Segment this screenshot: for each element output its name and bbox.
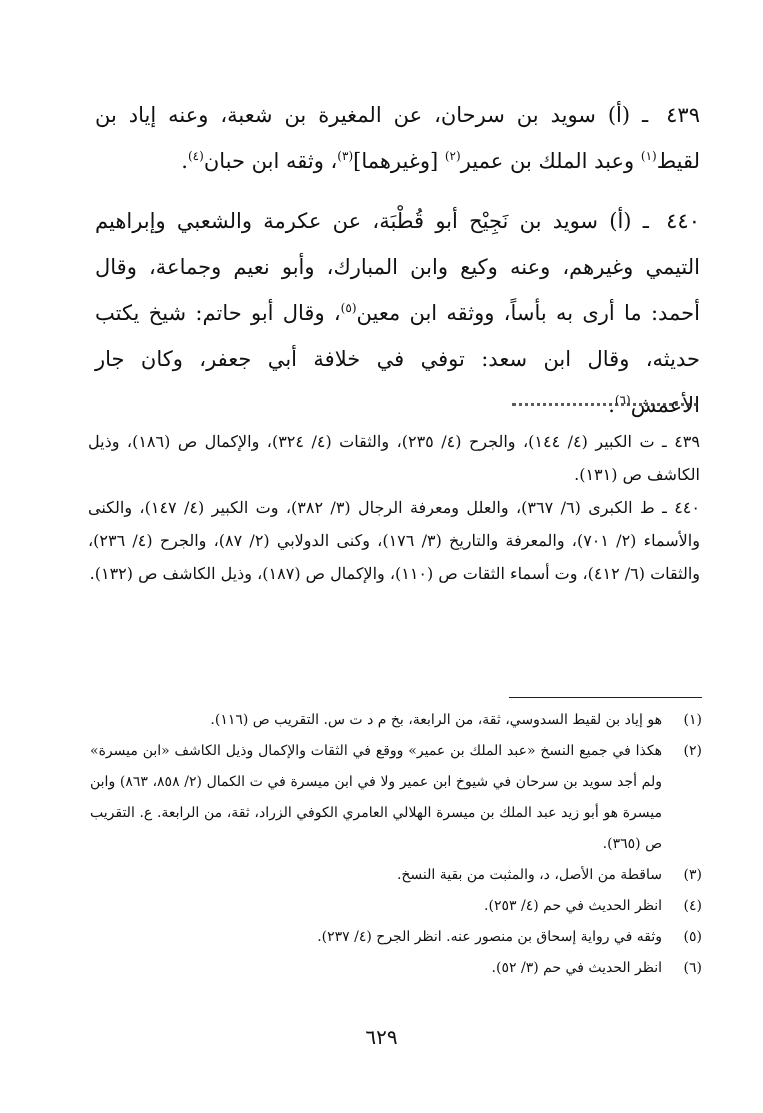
footnote-text: ساقطة من الأصل، د، والمثبت من بقية النسخ. [396, 867, 662, 883]
footnote-number: (٣) [683, 867, 702, 883]
dotted-separator [512, 403, 698, 410]
entry-text: وعبد الملك بن عمير [460, 149, 641, 173]
footnote-5 [90, 922, 702, 953]
footnote-number: (٢) [683, 743, 702, 759]
entry-number: ٤٤٠ [666, 209, 700, 233]
footnote-text: انظر الحديث في حم (٤/ ٢٥٣). [484, 898, 662, 914]
main-text [95, 92, 700, 442]
entry-text: [وغيرهما] [353, 149, 445, 173]
footnote-ref[interactable]: (٥) [340, 301, 357, 315]
footnote-rule [509, 697, 702, 698]
footnote-number: (١) [683, 712, 702, 728]
reference-number: ٤٣٩ [674, 432, 700, 451]
entry-439 [95, 92, 700, 184]
entry-440 [95, 198, 700, 428]
footnote-number: (٤) [683, 898, 702, 914]
footnote-6 [90, 953, 702, 984]
reference-text: ـ ت الكبير (٤/ ١٤٤)، والجرح (٤/ ٢٣٥)، والثقات (٤/ ٣٢٤)، والإكمال ص (١٨٦)، وذيل الكاشف ص (١٣١). [88, 432, 700, 484]
footnotes-section [90, 705, 702, 984]
footnote-4 [90, 891, 702, 922]
reference-440 [88, 491, 700, 590]
footnote-text: وثقه في رواية إسحاق بن منصور عنه. انظر الجرح (٤/ ٢٣٧). [317, 929, 662, 945]
reference-text: ـ ط الكبرى (٦/ ٣٦٧)، والعلل ومعرفة الرجال (٣/ ٣٨٢)، وت الكبير (٤/ ١٤٧)، والكنى والأسماء (٢/ ٧٠١)، والمعرفة والتاريخ (٣/ ١٧٦)، وكنى الدولابي (٢/ ٨٧)، والجرح (٤/ ٢٣٦)، والثقات (٦/ ٤١٢)، وت أسماء الثقات ص (١١٠)، والإكمال ص (١٨٧)، وذيل الكاشف ص (١٣٢). [88, 498, 700, 583]
footnote-text: هو إياد بن لقيط السدوسي، ثقة، من الرابعة، بخ م د ت س. التقريب ص (١١٦). [210, 712, 662, 728]
footnote-1 [90, 705, 702, 736]
entry-text: ـ (أ) سويد بن سرحان، عن المغيرة بن شعبة، وعنه إياد بن لقيط [95, 103, 700, 173]
footnote-ref[interactable]: (٣) [337, 149, 354, 163]
reference-number: ٤٤٠ [674, 498, 700, 517]
footnote-text: هكذا في جميع النسخ «عبد الملك بن عمير» ووقع في الثقات والإكمال وذيل الكاشف «ابن ميسرة» ولم أجد سويد بن سرحان في شيوخ ابن عمير ولا في ابن ميسرة في ت الكمال (٢/ ٨٥٨، ٨٦٣) وابن ميسرة هو أبو زيد عبد الملك بن ميسرة الهلالي العامري الكوفي الزراد، ثقة، من الرابعة. ع. التقريب ص (٣٦٥). [90, 743, 662, 852]
footnote-2 [90, 736, 702, 860]
entry-text: ، وقال أبو حاتم: شيخ يكتب حديثه، وقال ابن سعد: توفي في خلافة أبي جعفر، وكان جار الأعمش [95, 301, 700, 417]
footnote-ref[interactable]: (٤) [187, 149, 204, 163]
entry-text: . [608, 393, 615, 417]
entry-number: ٤٣٩ [666, 103, 700, 127]
page-number: ٦٢٩ [365, 1025, 398, 1049]
references-section [88, 425, 700, 590]
entry-text: ـ (أ) سويد بن نَجِيْح أبو قُطْبَة، عن عكرمة والشعبي وإبراهيم التيمي وغيرهم، وعنه وكيع وابن المبارك، وأبو نعيم وجماعة، وقال أحمد: ما أرى به بأساً، ووثقه ابن معين [95, 209, 701, 325]
footnote-ref[interactable]: (١) [640, 149, 657, 163]
reference-439 [88, 425, 700, 491]
footnote-text: انظر الحديث في حم (٣/ ٥٢). [491, 960, 662, 976]
footnote-ref[interactable]: (٢) [444, 149, 461, 163]
entry-text: ، وثقه ابن حبان [203, 149, 338, 173]
footnote-number: (٦) [683, 960, 702, 976]
footnote-ref[interactable]: (٦) [614, 393, 631, 407]
footnote-number: (٥) [683, 929, 702, 945]
footnote-3 [90, 860, 702, 891]
entry-text: . [181, 149, 188, 173]
